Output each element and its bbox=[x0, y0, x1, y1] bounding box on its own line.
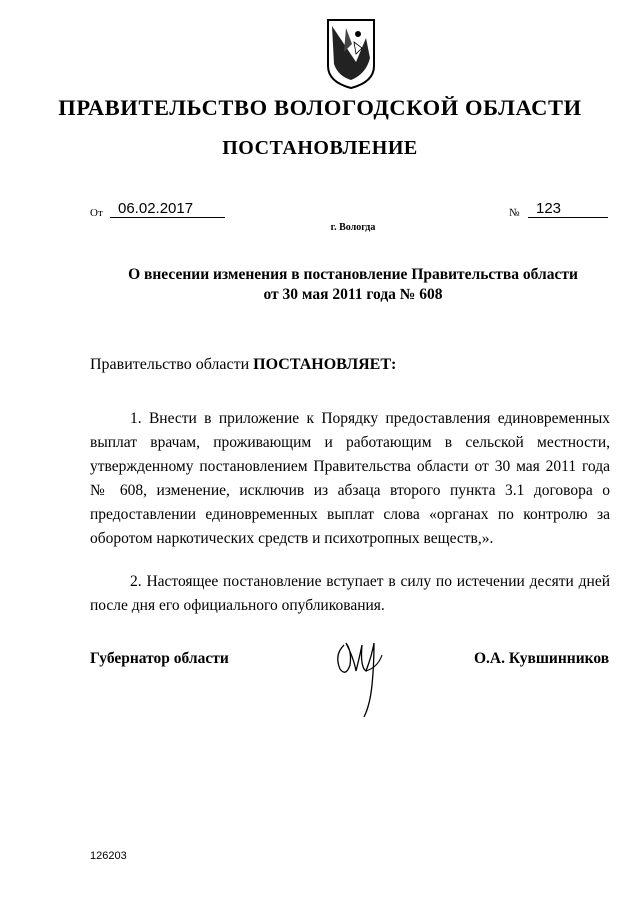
handwritten-signature bbox=[330, 625, 390, 720]
paragraph-1: 1. Внести в приложение к Порядку предоставления единовременных выплат врачам, проживающим и работающим в сельской местности, утвержденному постановлением Правительства области от 30 мая 2011 года № 608, изменение, исключив из абзаца второго пункта 3.1 договора о предоставлении единовременных выплат слова «органах по контролю за оборотом наркотических средств и психотропных веществ,». bbox=[90, 410, 610, 547]
number-field: 123 bbox=[528, 200, 608, 218]
footer-code: 126203 bbox=[90, 850, 127, 862]
decree-verb: ПОСТАНОВЛЯЕТ: bbox=[253, 356, 397, 373]
city-label: г. Вологда bbox=[330, 222, 376, 233]
government-title: ПРАВИТЕЛЬСТВО ВОЛОГОДСКОЙ ОБЛАСТИ bbox=[58, 95, 582, 120]
document-type: ПОСТАНОВЛЕНИЕ bbox=[222, 137, 418, 159]
document-subject bbox=[0, 265, 640, 305]
date-field: 06.02.2017 bbox=[110, 200, 225, 218]
decree-intro bbox=[90, 356, 396, 374]
signatory-title: Губернатор области bbox=[90, 650, 229, 667]
number-label: № bbox=[509, 207, 520, 219]
paragraph-2: 2. Настоящее постановление вступает в силу по истечении десяти дней после дня его официального опубликования. bbox=[90, 573, 610, 614]
subject-line: О внесении изменения в постановление Правительства области bbox=[128, 266, 578, 283]
subject-line: от 30 мая 2011 года № 608 bbox=[263, 286, 443, 303]
decree-intro-text: Правительство области bbox=[90, 356, 254, 373]
signatory-name: О.А. Кувшинников bbox=[474, 650, 610, 667]
date-label: От bbox=[90, 207, 103, 219]
coat-of-arms-emblem bbox=[326, 18, 376, 90]
